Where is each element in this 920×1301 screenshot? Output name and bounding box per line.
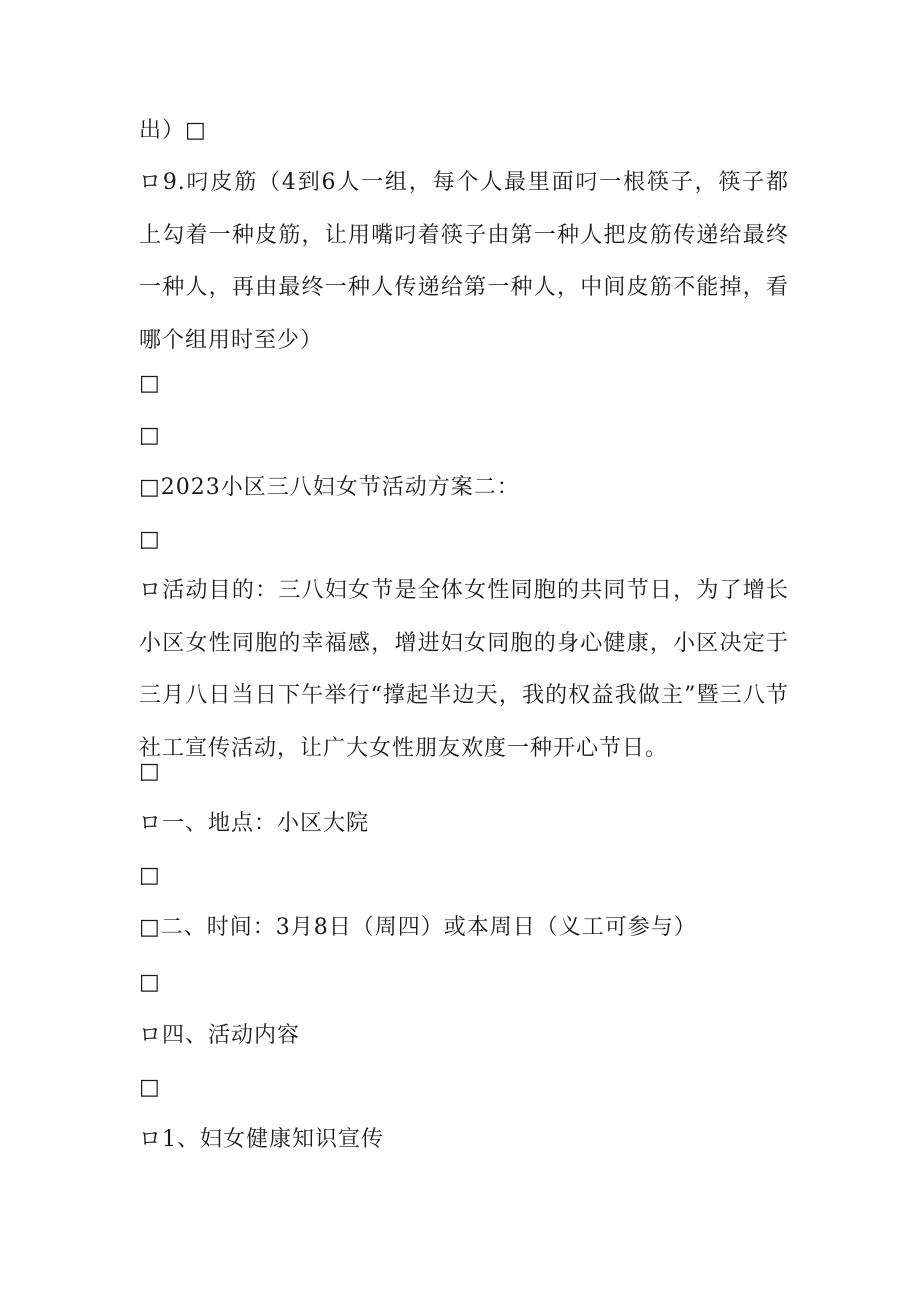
empty-box-line: □ <box>139 423 161 448</box>
section-heading-plan-two: □2023小区三八妇女节活动方案二： <box>139 475 520 500</box>
paragraph-rubber-band-game: ロ9.叼皮筋（4到6人一组，每个人最里面叼一根筷子，筷子都上勾着一种皮筋，让用嘴叼着筷子由第一种人把皮筋传递给最终一种人，再由最终一种人传递给第一种人，中间皮筋不能掉，看哪个组用时至少） <box>139 170 789 353</box>
paragraph-activity-purpose: ロ活动目的：三八妇女节是全体女性同胞的共同节日，为了增长小区女性同胞的幸福感，增进妇女同胞的身心健康，小区决定于三月八日当日下午举行“撑起半边天，我的权益我做主”暨三八节社工宣传活动，让广大女性朋友欢度一种开心节日。 <box>139 578 789 761</box>
empty-box-line: □ <box>139 759 161 784</box>
empty-box-line: □ <box>139 371 161 396</box>
empty-box-line: □ <box>139 970 161 995</box>
text-line: 出）□ <box>139 118 207 143</box>
empty-box-line: □ <box>139 863 161 888</box>
empty-box-line: □ <box>139 1075 161 1100</box>
text-line-location: ロ一、地点：小区大院 <box>139 811 370 836</box>
text-line-health-knowledge: ロ1、妇女健康知识宣传 <box>139 1127 384 1152</box>
text-line-activity-content: ロ四、活动内容 <box>139 1023 301 1048</box>
empty-box-line: □ <box>139 527 161 552</box>
text-line-time: □二、时间：3月8日（周四）或本周日（义工可参与） <box>139 915 697 940</box>
